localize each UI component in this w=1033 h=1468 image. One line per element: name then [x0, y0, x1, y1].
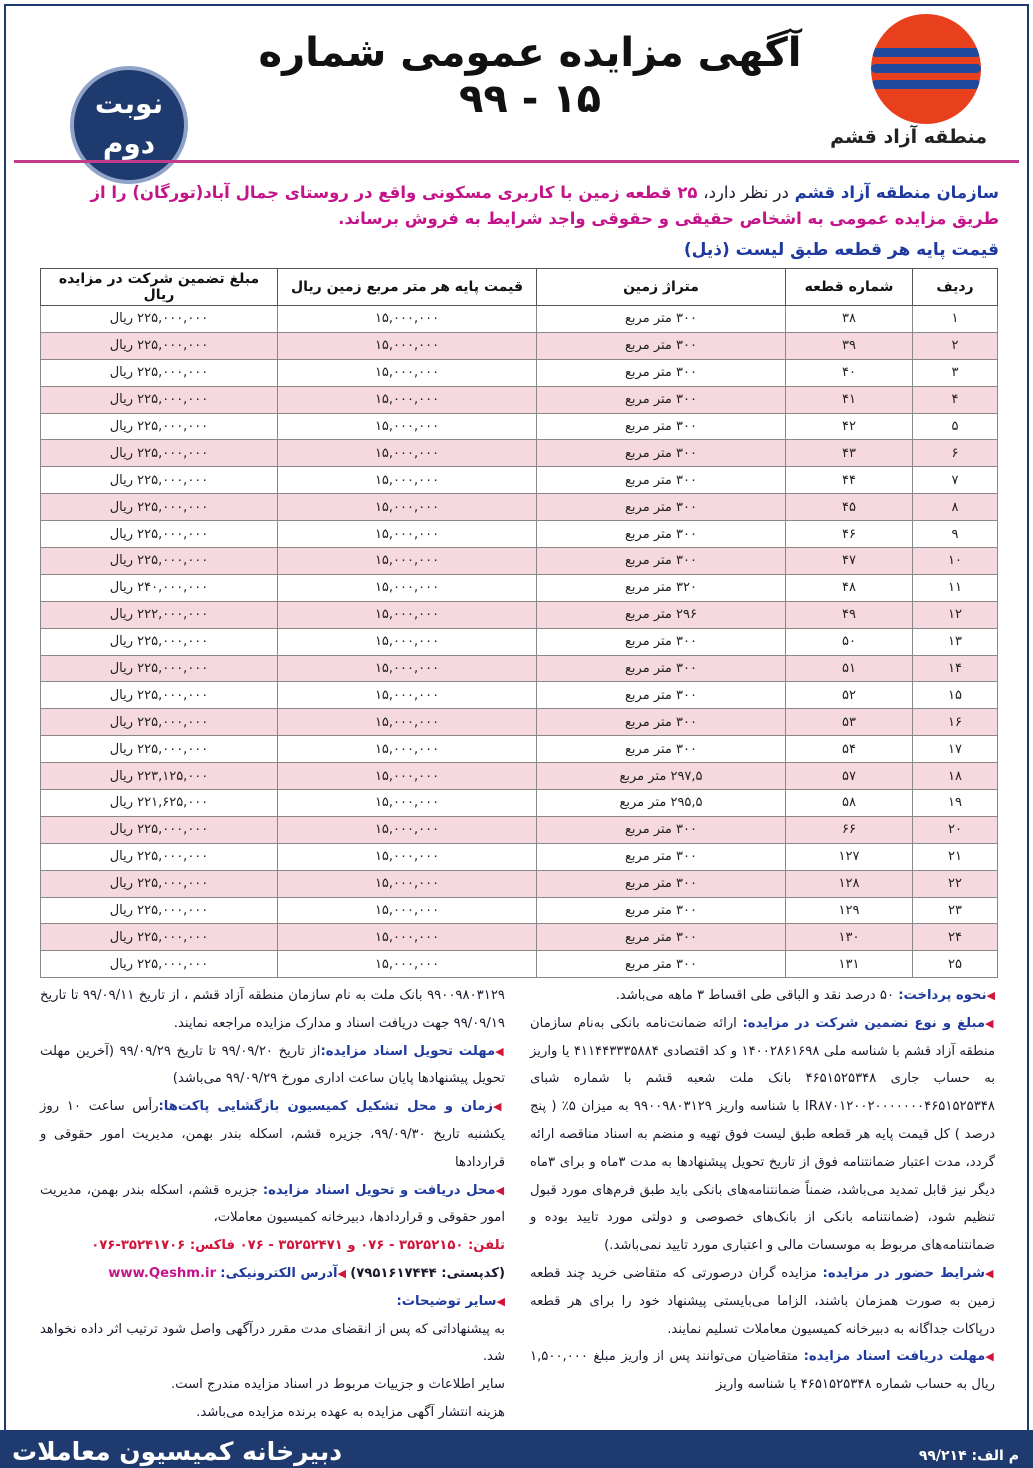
cell-guarantee: ۲۲۵,۰۰۰,۰۰۰ ریال: [41, 494, 278, 521]
cell-area: ۳۲۰ متر مربع: [537, 574, 786, 601]
cell-price: ۱۵,۰۰۰,۰۰۰: [278, 386, 537, 413]
cell-price: ۱۵,۰۰۰,۰۰۰: [278, 790, 537, 817]
attendance-text: مزایده گران درصورتی که متقاضی خرید چند قطعه زمین به صورت همزمان باشند، الزاما می‌بایستی پیشنهاد خود را برای هر قطعه درپاکات جداگانه به دبیرخانه کمیسیون معاملات تسلیم نمایند.: [530, 1265, 995, 1337]
web-label: آدرس الکترونیکی:: [220, 1265, 338, 1281]
cell-plot: ۴۹: [786, 601, 913, 628]
table-row: [41, 709, 998, 736]
cell-plot: ۶۶: [786, 816, 913, 843]
table-row: [41, 655, 998, 682]
cell-index: ۹: [913, 521, 998, 548]
cell-price: ۱۵,۰۰۰,۰۰۰: [278, 332, 537, 359]
cell-guarantee: ۲۲۵,۰۰۰,۰۰۰ ریال: [41, 548, 278, 575]
cell-index: ۱۳: [913, 628, 998, 655]
place-text: جزیره قشم، اسکله بندر بهمن، مدیریت امور حقوقی و قراردادها، دبیرخانه کمیسیون معاملات،: [40, 1182, 505, 1226]
cell-plot: ۳۹: [786, 332, 913, 359]
footer-text: دبیرخانه کمیسیون معاملات: [12, 1437, 343, 1466]
table-row: [41, 870, 998, 897]
payment-terms: [530, 982, 995, 1010]
table-row: [41, 413, 998, 440]
arrow-icon: ◀: [985, 1016, 995, 1030]
cell-index: ۱۵: [913, 682, 998, 709]
cell-plot: ۱۳۱: [786, 951, 913, 978]
opening-text: رأس ساعت ۱۰ روز یکشنبه تاریخ ۹۹/۰۹/۳۰، جزیره قشم، اسکله بندر بهمن، مدیریت امور حقوقی و قراردادها: [40, 1099, 506, 1170]
cell-area: ۳۰۰ متر مربع: [537, 467, 786, 494]
page-title: آگهی مزایده عمومی شماره ۱۵ - ۹۹: [258, 30, 802, 122]
other-note-1: به پیشنهاداتی که پس از انقضای مدت مقرر درآگهی واصل شود ترتیب اثر داده نخواهد شد.: [40, 1321, 505, 1365]
cell-price: ۱۵,۰۰۰,۰۰۰: [278, 655, 537, 682]
table-body: [41, 306, 998, 978]
cell-area: ۳۰۰ متر مربع: [537, 655, 786, 682]
cell-index: ۲۱: [913, 843, 998, 870]
guarantee-terms: [530, 1010, 995, 1260]
table-row: [41, 628, 998, 655]
cell-area: ۳۰۰ متر مربع: [537, 736, 786, 763]
cell-price: ۱۵,۰۰۰,۰۰۰: [278, 494, 537, 521]
table-row: [41, 816, 998, 843]
cell-price: ۱۵,۰۰۰,۰۰۰: [278, 521, 537, 548]
cell-price: ۱۵,۰۰۰,۰۰۰: [278, 951, 537, 978]
cell-area: ۳۰۰ متر مربع: [537, 816, 786, 843]
cell-price: ۱۵,۰۰۰,۰۰۰: [278, 870, 537, 897]
cell-price: ۱۵,۰۰۰,۰۰۰: [278, 843, 537, 870]
cell-plot: ۴۰: [786, 359, 913, 386]
cell-guarantee: ۲۲۵,۰۰۰,۰۰۰ ریال: [41, 628, 278, 655]
cell-area: ۳۰۰ متر مربع: [537, 897, 786, 924]
arrow-icon: ◀: [495, 1183, 505, 1197]
receive-label: مهلت دریافت اسناد مزایده:: [803, 1349, 986, 1365]
cell-guarantee: ۲۲۵,۰۰۰,۰۰۰ ریال: [41, 655, 278, 682]
attendance-terms: [530, 1260, 995, 1343]
cell-plot: ۴۲: [786, 413, 913, 440]
cell-index: ۱۲: [913, 601, 998, 628]
cell-price: ۱۵,۰۰۰,۰۰۰: [278, 359, 537, 386]
cell-guarantee: ۲۲۳,۱۲۵,۰۰۰ ریال: [41, 763, 278, 790]
cell-guarantee: ۲۲۵,۰۰۰,۰۰۰ ریال: [41, 816, 278, 843]
table-row: [41, 682, 998, 709]
cell-area: ۳۰۰ متر مربع: [537, 548, 786, 575]
deliver-label: مهلت تحویل اسناد مزایده:: [320, 1043, 496, 1059]
round-badge: [70, 66, 188, 184]
cell-area: ۳۰۰ متر مربع: [537, 628, 786, 655]
cell-guarantee: ۲۲۵,۰۰۰,۰۰۰ ریال: [41, 682, 278, 709]
cell-index: ۲۰: [913, 816, 998, 843]
arrow-icon: ◀: [496, 1294, 505, 1308]
cell-guarantee: ۲۲۵,۰۰۰,۰۰۰ ریال: [41, 386, 278, 413]
table-row: [41, 574, 998, 601]
postal-web-line: [40, 1260, 505, 1288]
cell-index: ۱: [913, 306, 998, 333]
cell-area: ۳۰۰ متر مربع: [537, 709, 786, 736]
cell-area: ۳۰۰ متر مربع: [537, 306, 786, 333]
table-row: [41, 521, 998, 548]
intro-body: ۲۵ قطعه زمین با کاربری مسکونی واقع در روستای جمال آباد(تورگان) را از طریق مزایده عمومی به اشخاص حقیقی و حقوقی واجد شرایط به فروش برساند.: [90, 183, 999, 228]
arrow-icon: ◀: [984, 1266, 995, 1280]
arrow-icon: ◀: [495, 1044, 506, 1058]
payment-text: ۵۰ درصد نقد و الباقی طی اقساط ۳ ماهه می‌باشد.: [615, 988, 895, 1003]
table-row: [41, 601, 998, 628]
terms-left-column: [40, 982, 505, 1427]
cell-price: ۱۵,۰۰۰,۰۰۰: [278, 816, 537, 843]
cell-guarantee: ۲۲۵,۰۰۰,۰۰۰ ریال: [41, 306, 278, 333]
cell-plot: ۵۴: [786, 736, 913, 763]
arrow-icon: ◀: [985, 1350, 995, 1364]
cell-plot: ۵۰: [786, 628, 913, 655]
cell-area: ۳۰۰ متر مربع: [537, 924, 786, 951]
cell-guarantee: ۲۲۵,۰۰۰,۰۰۰ ریال: [41, 951, 278, 978]
receive-continued: ۹۹۰۰۹۸۰۳۱۲۹ بانک ملت به نام سازمان منطقه آزاد قشم ، از تاریخ ۹۹/۰۹/۱۱ تا تاریخ ۹۹/۰۹/۱۹ جهت دریافت اسناد و مدارک مزایده مراجعه نمایند.: [40, 988, 506, 1031]
intro-verb: در نظر دارد،: [703, 183, 789, 202]
cell-guarantee: ۲۴۰,۰۰۰,۰۰۰ ریال: [41, 574, 278, 601]
cell-index: ۱۸: [913, 763, 998, 790]
deliver-terms: [40, 1038, 505, 1094]
cell-plot: ۴۷: [786, 548, 913, 575]
table-row: [41, 736, 998, 763]
table-row: [41, 763, 998, 790]
cell-plot: ۴۱: [786, 386, 913, 413]
receive-terms: [530, 1343, 995, 1399]
plots-table: [40, 268, 998, 978]
cell-area: ۳۰۰ متر مربع: [537, 682, 786, 709]
cell-index: ۵: [913, 413, 998, 440]
cell-index: ۱۰: [913, 548, 998, 575]
cell-guarantee: ۲۲۵,۰۰۰,۰۰۰ ریال: [41, 467, 278, 494]
cell-guarantee: ۲۲۵,۰۰۰,۰۰۰ ریال: [41, 736, 278, 763]
intro-paragraph: [39, 180, 999, 232]
cell-plot: ۵۱: [786, 655, 913, 682]
deliver-text: از تاریخ ۹۹/۰۹/۲۰ تا تاریخ ۹۹/۰۹/۲۹ (آخرین مهلت تحویل پیشنهادها پایان ساعت اداری مورخ ۹۹/۰۹/۲۹ می‌باشد): [40, 1043, 505, 1087]
cell-index: ۲۲: [913, 870, 998, 897]
cell-index: ۱۴: [913, 655, 998, 682]
col-header-index: ردیف: [913, 269, 998, 306]
cell-guarantee: ۲۲۵,۰۰۰,۰۰۰ ریال: [41, 897, 278, 924]
cell-guarantee: ۲۲۵,۰۰۰,۰۰۰ ریال: [41, 521, 278, 548]
cell-area: ۳۰۰ متر مربع: [537, 386, 786, 413]
cell-guarantee: ۲۲۵,۰۰۰,۰۰۰ ریال: [41, 332, 278, 359]
cell-area: ۳۰۰ متر مربع: [537, 413, 786, 440]
table-row: [41, 440, 998, 467]
footer-code: م الف: ۹۹/۲۱۴: [918, 1448, 1019, 1464]
payment-label: نحوه پرداخت:: [898, 988, 987, 1003]
other-heading: [40, 1288, 505, 1316]
receive-text: متقاضیان می‌توانند پس از واریز مبلغ ۱,۵۰۰,۰۰۰ ریال به حساب شماره ۴۶۵۱۵۲۵۳۴۸ با شناسه واریز: [530, 1349, 995, 1393]
col-header-area: متراژ زمین: [537, 269, 786, 306]
cell-guarantee: ۲۲۵,۰۰۰,۰۰۰ ریال: [41, 924, 278, 951]
cell-plot: ۵۳: [786, 709, 913, 736]
cell-price: ۱۵,۰۰۰,۰۰۰: [278, 628, 537, 655]
cell-area: ۳۰۰ متر مربع: [537, 359, 786, 386]
cell-guarantee: ۲۲۵,۰۰۰,۰۰۰ ریال: [41, 709, 278, 736]
cell-price: ۱۵,۰۰۰,۰۰۰: [278, 601, 537, 628]
table-subhead: قیمت پایه هر قطعه طبق لیست (ذیل): [683, 240, 999, 260]
cell-area: ۳۰۰ متر مربع: [537, 494, 786, 521]
cell-index: ۲۳: [913, 897, 998, 924]
cell-area: ۳۰۰ متر مربع: [537, 440, 786, 467]
other-note-2: سایر اطلاعات و جزییات مربوط در اسناد مزایده مندرج است.: [170, 1377, 505, 1393]
cell-index: ۷: [913, 467, 998, 494]
cell-area: ۳۰۰ متر مربع: [537, 521, 786, 548]
cell-index: ۱۹: [913, 790, 998, 817]
cell-area: ۳۰۰ متر مربع: [537, 951, 786, 978]
opening-terms: [40, 1093, 505, 1176]
postal-text: (کدپستی: ۷۹۵۱۶۱۷۴۴۴): [350, 1265, 505, 1281]
terms-right-column: [530, 982, 995, 1399]
cell-guarantee: ۲۲۲,۰۰۰,۰۰۰ ریال: [41, 601, 278, 628]
other-note-3: هزینه انتشار آگهی مزایده به عهده برنده مزایده می‌باشد.: [196, 1404, 505, 1420]
col-header-price: قیمت پایه هر متر مربع زمین ریال: [278, 269, 537, 306]
cell-plot: ۴۵: [786, 494, 913, 521]
cell-plot: ۳۸: [786, 306, 913, 333]
cell-price: ۱۵,۰۰۰,۰۰۰: [278, 548, 537, 575]
cell-area: ۲۹۵,۵ متر مربع: [537, 790, 786, 817]
col-header-guarantee: مبلغ تضمین شرکت در مزایده ریال: [41, 269, 278, 306]
table-row: [41, 332, 998, 359]
web-link[interactable]: www.Qeshm.ir: [108, 1265, 217, 1281]
cell-index: ۱۶: [913, 709, 998, 736]
arrow-icon: ◀: [492, 1100, 505, 1114]
guarantee-label: مبلغ و نوع تضمین شرکت در مزایده:: [742, 1015, 986, 1031]
cell-plot: ۱۳۰: [786, 924, 913, 951]
cell-price: ۱۵,۰۰۰,۰۰۰: [278, 306, 537, 333]
cell-plot: ۵۸: [786, 790, 913, 817]
cell-guarantee: ۲۲۵,۰۰۰,۰۰۰ ریال: [41, 440, 278, 467]
cell-plot: ۴۸: [786, 574, 913, 601]
cell-index: ۴: [913, 386, 998, 413]
cell-index: ۸: [913, 494, 998, 521]
table-header-row: [41, 269, 998, 306]
table-row: [41, 494, 998, 521]
cell-guarantee: ۲۲۱,۶۲۵,۰۰۰ ریال: [41, 790, 278, 817]
cell-price: ۱۵,۰۰۰,۰۰۰: [278, 736, 537, 763]
cell-index: ۱۷: [913, 736, 998, 763]
table-row: [41, 951, 998, 978]
cell-guarantee: ۲۲۵,۰۰۰,۰۰۰ ریال: [41, 413, 278, 440]
footer-bar: [0, 1430, 1033, 1468]
cell-price: ۱۵,۰۰۰,۰۰۰: [278, 709, 537, 736]
table-row: [41, 306, 998, 333]
arrow-icon: ◀: [986, 989, 995, 1002]
intro-org: سازمان منطقه آزاد قشم: [794, 183, 999, 202]
cell-area: ۲۹۷,۵ متر مربع: [537, 763, 786, 790]
cell-area: ۳۰۰ متر مربع: [537, 870, 786, 897]
cell-area: ۳۰۰ متر مربع: [537, 332, 786, 359]
attendance-label: شرایط حضور در مزایده:: [822, 1265, 985, 1281]
arrow-icon: ◀: [337, 1266, 346, 1280]
cell-price: ۱۵,۰۰۰,۰۰۰: [278, 682, 537, 709]
cell-price: ۱۵,۰۰۰,۰۰۰: [278, 467, 537, 494]
cell-price: ۱۵,۰۰۰,۰۰۰: [278, 897, 537, 924]
cell-price: ۱۵,۰۰۰,۰۰۰: [278, 763, 537, 790]
cell-guarantee: ۲۲۵,۰۰۰,۰۰۰ ریال: [41, 359, 278, 386]
badge-line1: نوبت: [94, 87, 164, 120]
phone-text: تلفن: ۳۵۲۵۲۱۵۰ - ۰۷۶ و ۳۵۲۵۲۴۷۱ - ۰۷۶ فاکس: ۳۵۲۴۱۷۰۶-۰۷۶: [91, 1238, 505, 1254]
table-row: [41, 924, 998, 951]
header-divider: [14, 160, 1019, 163]
table-row: [41, 897, 998, 924]
logo-text: منطقه آزاد قشم: [830, 126, 987, 148]
opening-label: زمان و محل تشکیل کمیسیون بازگشایی پاکت‌ها:: [158, 1099, 493, 1115]
table-row: [41, 843, 998, 870]
col-header-plot: شماره قطعه: [786, 269, 913, 306]
place-terms: [40, 1177, 505, 1233]
table-row: [41, 548, 998, 575]
cell-area: ۲۹۶ متر مربع: [537, 601, 786, 628]
guarantee-text: ارائه ضمانت‌نامه بانکی به‌نام سازمان منطقه آزاد قشم با شناسه ملی ۱۴۰۰۲۸۶۱۶۹۸ و کد اقتصادی ۴۱۱۴۴۳۳۳۵۸۸۴ یا واریز به حساب جاری ۴۶۵۱۵۲۵۳۴۸ بانک ملت شعبه قشم با شماره شبای IR۸۷۰۱۲۰۰۲۰۰۰۰۰۰۰۴۶۵۱۵۲۵۳۴۸ با شناسه واریز ۹۹۰۰۹۸۰۳۱۲۹ به میزان ۵٪ ( پنج درصد ) کل قیمت پایه هر قطعه طبق لیست فوق تهیه و منضم به اسناد مناقصه ارائه گردد، مدت اعتبار ضمانتنامه فوق از تاریخ تحویل پیشنهادها به مدت ۳ماه و برای ۳ماه دیگر نیز قابل تمدید می‌باشد، ضمناً ضمانتنامه‌های بانکی باید طبق فرم‌های مورد قبول تنظیم شود، (ضمانتنامه بانکی از بانک‌های خصوصی و دولتی مورد تایید بوده و ضمانتنامه‌های مربوط به موسسات مالی و اعتباری مورد تایید نمی‌باشد.): [530, 1015, 996, 1254]
cell-plot: ۱۲۹: [786, 897, 913, 924]
cell-plot: ۴۴: [786, 467, 913, 494]
cell-plot: ۱۲۷: [786, 843, 913, 870]
cell-index: ۶: [913, 440, 998, 467]
badge-line2: دوم: [102, 127, 156, 160]
cell-plot: ۵۲: [786, 682, 913, 709]
table-row: [41, 359, 998, 386]
table-row: [41, 790, 998, 817]
phone-line: [40, 1232, 505, 1260]
table-row: [41, 467, 998, 494]
cell-plot: ۴۶: [786, 521, 913, 548]
cell-index: ۱۱: [913, 574, 998, 601]
cell-price: ۱۵,۰۰۰,۰۰۰: [278, 574, 537, 601]
cell-area: ۳۰۰ متر مربع: [537, 843, 786, 870]
cell-guarantee: ۲۲۵,۰۰۰,۰۰۰ ریال: [41, 843, 278, 870]
qeshm-logo-icon: [871, 14, 981, 124]
cell-plot: ۱۲۸: [786, 870, 913, 897]
cell-plot: ۵۷: [786, 763, 913, 790]
cell-index: ۲۵: [913, 951, 998, 978]
cell-guarantee: ۲۲۵,۰۰۰,۰۰۰ ریال: [41, 870, 278, 897]
cell-price: ۱۵,۰۰۰,۰۰۰: [278, 924, 537, 951]
cell-plot: ۴۳: [786, 440, 913, 467]
other-label: سایر توضیحات:: [396, 1293, 497, 1309]
cell-price: ۱۵,۰۰۰,۰۰۰: [278, 413, 537, 440]
cell-index: ۲۴: [913, 924, 998, 951]
cell-index: ۲: [913, 332, 998, 359]
table-row: [41, 386, 998, 413]
cell-price: ۱۵,۰۰۰,۰۰۰: [278, 440, 537, 467]
cell-index: ۳: [913, 359, 998, 386]
place-label: محل دریافت و تحویل اسناد مزایده:: [262, 1182, 496, 1198]
